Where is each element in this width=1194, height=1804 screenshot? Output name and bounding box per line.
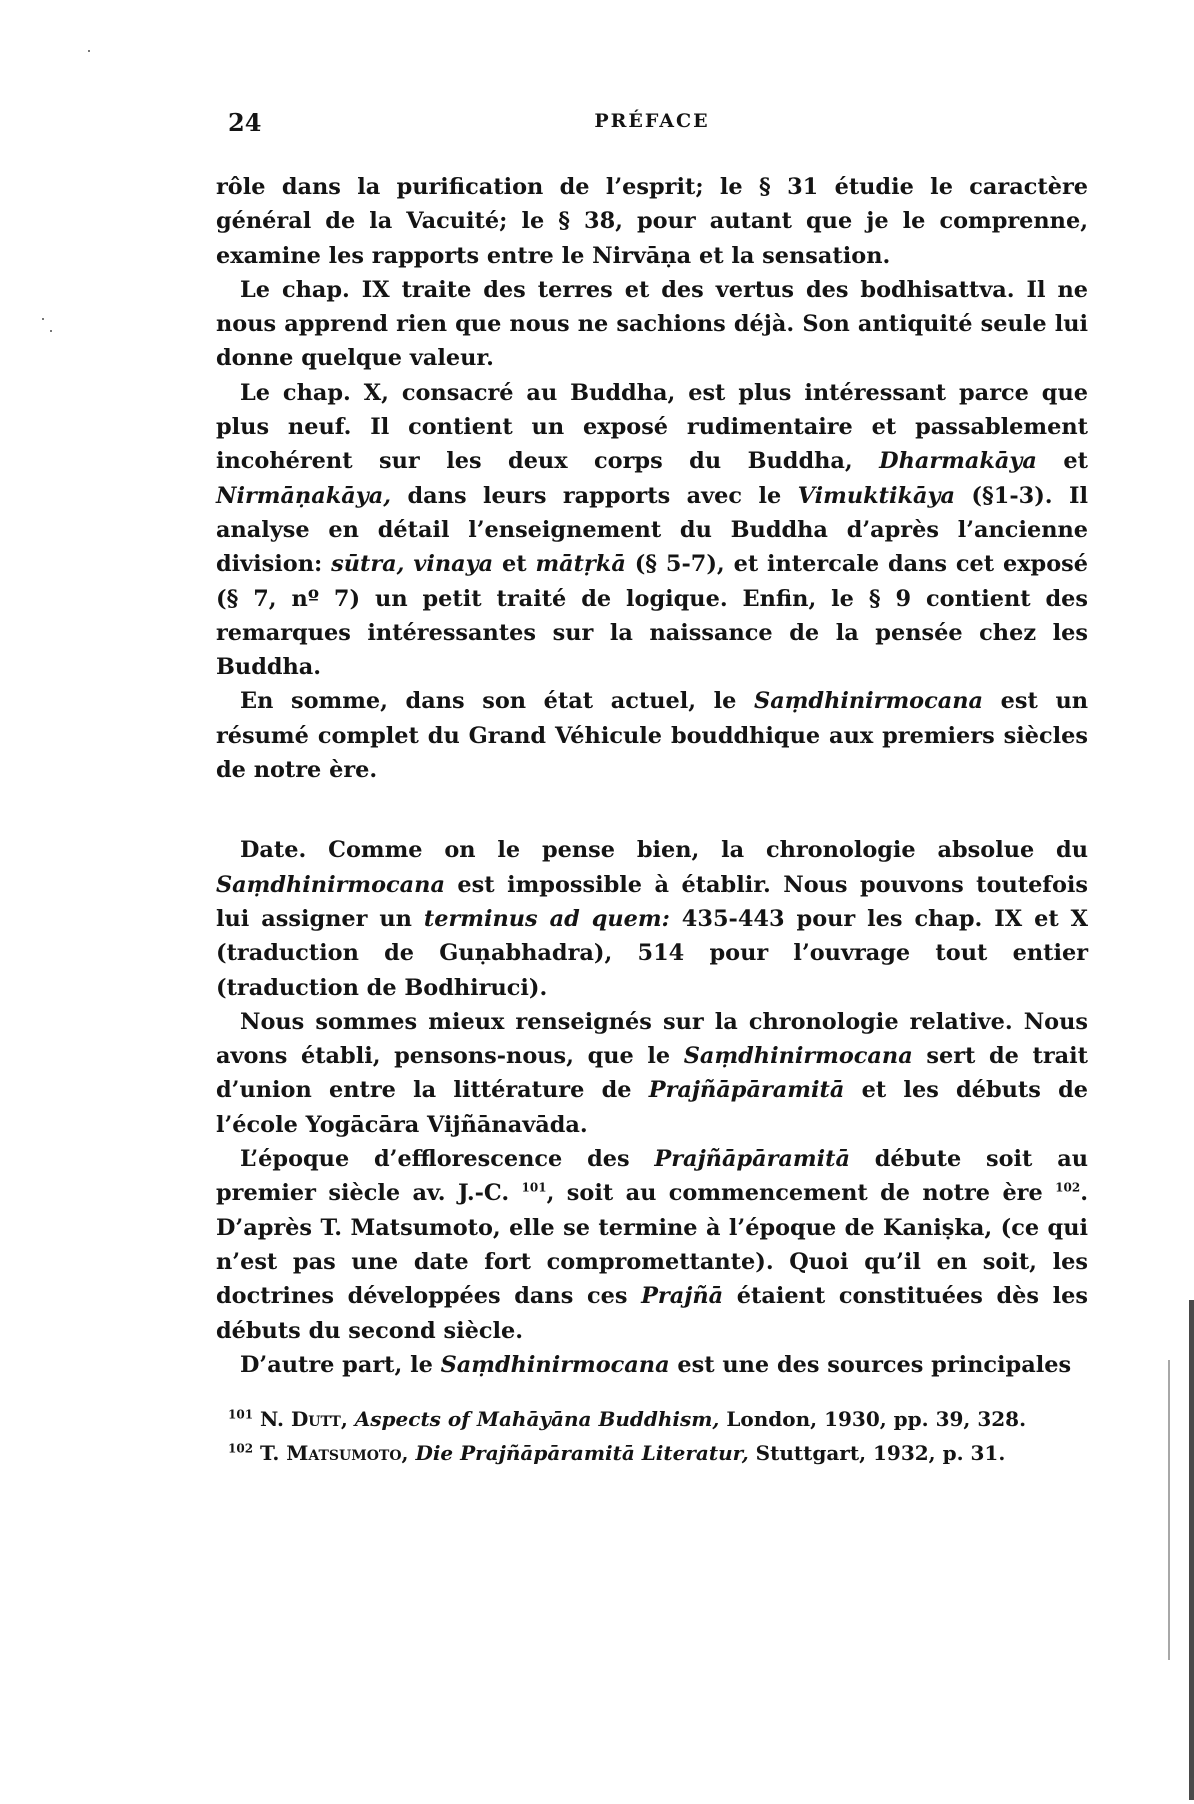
scan-edge-artifact bbox=[1186, 1300, 1194, 1800]
run-in-heading: Date. bbox=[240, 837, 307, 864]
term-samdhinirmocana: Saṃdhinirmocana bbox=[440, 1351, 670, 1378]
scan-speck bbox=[42, 318, 44, 320]
term-samdhinirmocana: Saṃdhinirmocana bbox=[683, 1043, 913, 1070]
scan-speck bbox=[88, 50, 90, 52]
running-title: PRÉFACE bbox=[594, 110, 710, 132]
footnote-ref-101[interactable]: 101 bbox=[521, 1180, 547, 1195]
term-vimuktikaya: Vimuktikāya bbox=[797, 482, 955, 509]
running-head bbox=[216, 100, 1088, 140]
paragraph-1: rôle dans la purification de l’esprit; le § 31 étudie le caractère général de la Vacuité; le § 38, pour autant que je le comprenne, examine les rapports entre le Nirvāṇa et la sensation. bbox=[216, 174, 1088, 269]
paragraph-2: Le chap. IX traite des terres et des vertus des bodhisattva. Il ne nous apprend rien que nous ne sachions déjà. Son antiquité seule lui donne quelque valeur. bbox=[216, 276, 1088, 372]
footnotes bbox=[216, 1402, 1088, 1470]
term-prajna: Prajñā bbox=[641, 1283, 724, 1310]
term-prajnaparamita: Prajñāpāramitā bbox=[648, 1077, 845, 1104]
term-prajnaparamita: Prajñāpāramitā bbox=[654, 1146, 850, 1173]
term-sutra-vinaya: sūtra, vinaya bbox=[331, 551, 494, 578]
footnote-ref-102[interactable]: 102 bbox=[1055, 1180, 1081, 1195]
paragraph-5: Date. Comme on le pense bien, la chronologie absolue du Saṃdhinirmocana est impossible à établir. Nous pouvons toutefois lui assigner un terminus ad quem: 435-443 pour les chap. IX et X (traduction de Guṇabhadra), 514 pour l’ouvrage tout entier (traduction de Bodhiruci). bbox=[216, 837, 1088, 1001]
paragraph-6: Nous sommes mieux renseignés sur la chronologie relative. Nous avons établi, pensons-nous, que le Saṃdhinirmocana sert de trait d’union entre la littérature de Prajñāpāramitā et les débuts de l’école Yogācāra Vijñānavāda. bbox=[216, 1008, 1089, 1138]
scan-speck bbox=[50, 330, 52, 332]
term-dharmakaya: Dharmakāya bbox=[879, 448, 1037, 475]
body-text bbox=[216, 170, 1088, 1382]
footnote-102: $^{102}$ T. Matsumoto, Die Prajñāpāramitā Literatur, Stuttgart, 1932, p. 31. bbox=[228, 1441, 1006, 1466]
term-matrka: mātṛkā bbox=[535, 551, 626, 578]
paragraph-3: Le chap. X, consacré au Buddha, est plus intéressant parce que plus neuf. Il contient un exposé rudimentaire et passablement incohérent sur les deux corps du Buddha, Dharmakāya et Nirmāṇakāya, dans leurs rapports avec le Vimuktikāya (§1-3). Il analyse en détail l’enseignement du Buddha d’après l’ancienne division: sūtra, vinaya et mātṛkā (§ 5-7), et intercale dans cet exposé (§ 7, nº 7) un petit traité de logique. Enfin, le § 9 contient des remarques intéressantes sur la naissance de la pensée chez les Buddha. bbox=[216, 379, 1088, 681]
term-samdhinirmocana: Saṃdhinirmocana bbox=[216, 871, 445, 898]
paragraph-7: L’époque d’efflorescence des Prajñāpāramitā débute soit au premier siècle av. J.-C. $^{101}$, soit au commencement de notre ère $^{102}$. D’après T. Matsumoto, elle se termine à l’époque de Kaniṣka, (ce qui n’est pas une date fort compromettante). Quoi qu’il en soit, les doctrines développées dans ces Prajñā étaient constituées dès les débuts du second siècle. bbox=[216, 1146, 1088, 1344]
term-nirmanakaya: Nirmāṇakāya, bbox=[216, 482, 392, 509]
paragraph-8: D’autre part, le Saṃdhinirmocana est une des sources principales bbox=[240, 1351, 1072, 1378]
paragraph-4: En somme, dans son état actuel, le Saṃdhinirmocana est un résumé complet du Grand Véhicule bouddhique aux premiers siècles de notre ère. bbox=[216, 688, 1088, 784]
page bbox=[216, 100, 1088, 1470]
term-samdhinirmocana: Saṃdhinirmocana bbox=[754, 688, 983, 715]
footnote-101: $^{101}$ N. Dutt, Aspects of Mahāyāna Buddhism, London, 1930, pp. 39, 328. bbox=[228, 1407, 1027, 1432]
term-terminus: terminus ad quem: bbox=[423, 905, 670, 932]
page-number: 24 bbox=[228, 108, 262, 137]
